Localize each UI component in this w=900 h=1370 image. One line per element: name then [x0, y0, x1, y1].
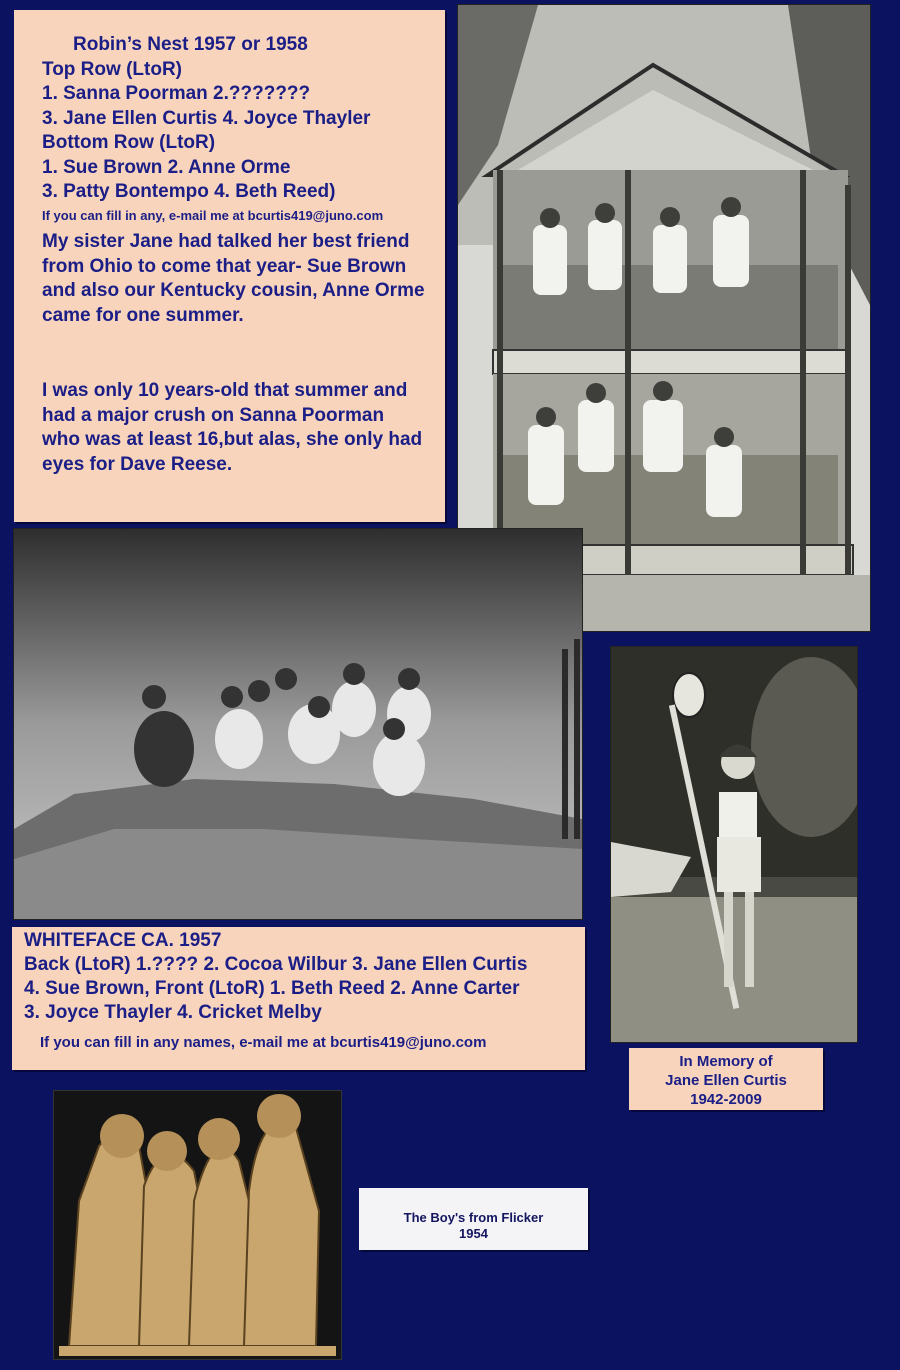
bottom-row-line-2: 3. Patty Bontempo 4. Beth Reed) — [42, 181, 336, 202]
story-paragraph-1: My sister Jane had talked her best friend from Ohio to come that year- Sue Brown and also our Kentucky cousin, Anne Orme came for one summer. — [42, 231, 425, 326]
robins-fill-in-note: If you can fill in any, e-mail me at bcurtis419@juno.com — [42, 208, 384, 223]
top-row-heading: Top Row (LtoR) — [42, 59, 182, 80]
bottom-row-line-1: 1. Sue Brown 2. Anne Orme — [42, 157, 291, 178]
boys-line-2: 1954 — [459, 1226, 488, 1241]
whiteface-fill-in-note: If you can fill in any names, e-mail me at bcurtis419@juno.com — [40, 1034, 487, 1051]
top-row-line-2: 3. Jane Ellen Curtis 4. Joyce Thayler — [42, 108, 371, 129]
boys-caption — [359, 1188, 588, 1250]
memory-line-1: In Memory of — [679, 1053, 773, 1070]
memory-caption — [629, 1048, 823, 1110]
top-row-line-1: 1. Sanna Poorman 2.??????? — [42, 83, 311, 104]
robins-nest-title: Robin’s Nest 1957 or 1958 — [73, 34, 308, 55]
whiteface-caption — [12, 927, 585, 1070]
memory-line-3: 1942-2009 — [690, 1091, 762, 1108]
whiteface-line-2: 4. Sue Brown, Front (LtoR) 1. Beth Reed 2. Anne Carter — [24, 978, 520, 999]
whiteface-line-1: Back (LtoR) 1.???? 2. Cocoa Wilbur 3. Jane Ellen Curtis — [24, 954, 528, 975]
whiteface-title: WHITEFACE CA. 1957 — [24, 930, 222, 951]
whiteface-photo-drawing — [14, 529, 582, 919]
boys-photo — [53, 1090, 342, 1360]
girl-with-paddle-photo — [610, 646, 858, 1043]
whiteface-photo — [13, 528, 583, 920]
bottom-row-heading: Bottom Row (LtoR) — [42, 132, 216, 153]
girl-with-paddle-drawing — [611, 647, 857, 1042]
robins-nest-caption — [14, 10, 445, 522]
whiteface-line-3: 3. Joyce Thayler 4. Cricket Melby — [24, 1002, 322, 1023]
story-paragraph-2: I was only 10 years-old that summer and had a major crush on Sanna Poorman who was at least 16,but alas, she only had eyes for Dave Reese. — [42, 380, 423, 475]
boys-photo-drawing — [54, 1091, 341, 1359]
boys-line-1: The Boy's from Flicker — [403, 1210, 544, 1225]
memory-line-2: Jane Ellen Curtis — [665, 1072, 787, 1089]
